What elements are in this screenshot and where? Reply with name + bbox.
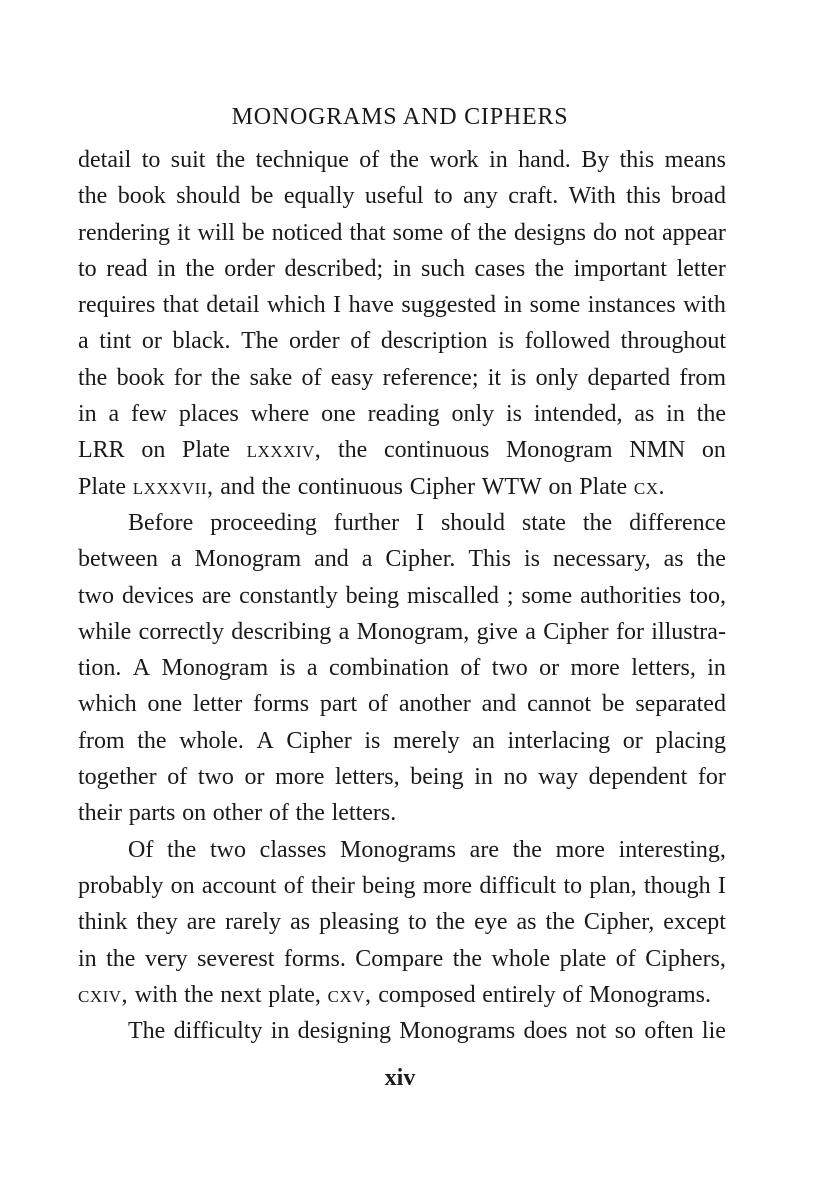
text-line: while correctly describing a Monogram, give a Cipher for illustra- xyxy=(78,618,726,645)
text-line: the book should be equally useful to any craft. With this broad xyxy=(78,183,726,210)
text-line: a tint or black. The order of description is followed throughout xyxy=(78,328,726,355)
text-line: requires that detail which I have suggested in some instances with xyxy=(78,292,726,319)
text-line: Before proceeding further I should state the difference xyxy=(128,509,726,536)
text-line: tion. A Monogram is a combination of two or more letters, in xyxy=(78,655,726,682)
text-line: in the very severest forms. Compare the whole plate of Ciphers, xyxy=(78,945,726,972)
body-text xyxy=(78,142,726,1049)
running-head: MONOGRAMS AND CIPHERS xyxy=(231,104,569,130)
text-line: their parts on other of the letters. xyxy=(78,800,397,827)
text-line: the book for the sake of easy reference; it is only departed from xyxy=(78,364,726,391)
text-line: which one letter forms part of another and cannot be separated xyxy=(78,691,726,718)
text-line: Plate lxxxvii, and the continuous Cipher WTW on Plate cx. xyxy=(78,473,666,500)
page-number: xiv xyxy=(384,1065,416,1091)
text-line: think they are rarely as pleasing to the eye as the Cipher, except xyxy=(78,909,726,936)
text-line: in a few places where one reading only is intended, as in the xyxy=(78,401,726,428)
text-line: from the whole. A Cipher is merely an interlacing or placing xyxy=(78,727,726,754)
text-line: to read in the order described; in such cases the important letter xyxy=(78,255,726,282)
text-line: LRR on Plate lxxxiv, the continuous Monogram NMN on xyxy=(78,437,726,464)
text-line: rendering it will be noticed that some of the designs do not appear xyxy=(78,219,726,246)
text-line: two devices are constantly being miscalled ; some authorities too, xyxy=(78,582,726,609)
text-line: detail to suit the technique of the work in hand. By this means xyxy=(78,147,726,173)
text-line: The difficulty in designing Monograms does not so often lie xyxy=(128,1018,726,1045)
text-line: between a Monogram and a Cipher. This is necessary, as the xyxy=(78,546,726,573)
text-line: Of the two classes Monograms are the more interesting, xyxy=(128,836,726,863)
text-line: together of two or more letters, being in no way dependent for xyxy=(78,764,726,791)
text-line: cxiv, with the next plate, cxv, composed entirely of Monograms. xyxy=(78,981,712,1008)
text-line: probably on account of their being more difficult to plan, though I xyxy=(78,872,726,899)
